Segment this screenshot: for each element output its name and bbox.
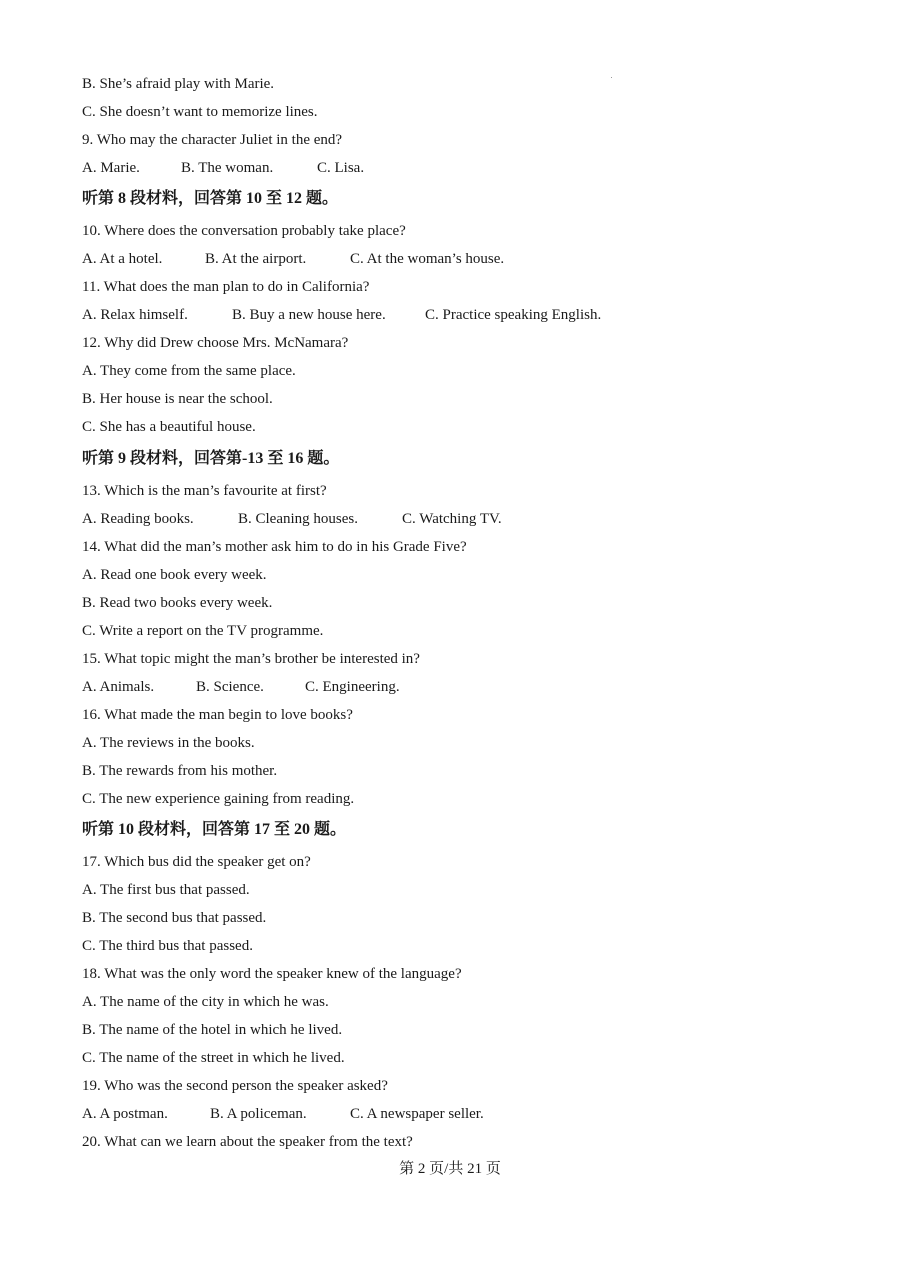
question-10: 10. Where does the conversation probably take place?	[82, 223, 406, 239]
question-17: 17. Which bus did the speaker get on?	[82, 854, 311, 870]
option-b: B. Buy a new house here.	[232, 307, 386, 323]
option-a: A. Relax himself.	[82, 307, 188, 323]
option-c: C. Watching TV.	[402, 511, 502, 527]
option-line: C. The name of the street in which he lived.	[82, 1050, 345, 1066]
option-a: A. Marie.	[82, 160, 140, 176]
section-heading-10: 听第 10 段材料，回答第 17 至 20 题。	[82, 821, 347, 838]
option-line: C. The new experience gaining from reading.	[82, 791, 355, 807]
option-a: A. At a hotel.	[82, 251, 163, 267]
option-c: C. A newspaper seller.	[350, 1106, 484, 1122]
option-line: A. The name of the city in which he was.	[82, 994, 329, 1010]
option-line: C. The third bus that passed.	[82, 938, 253, 954]
option-line: B. The second bus that passed.	[82, 910, 267, 926]
option-b: B. Science.	[196, 679, 264, 695]
option-a: A. A postman.	[82, 1106, 168, 1122]
question-20: 20. What can we learn about the speaker from the text?	[82, 1134, 413, 1150]
option-a: A. Reading books.	[82, 511, 194, 527]
option-line: C. She doesn’t want to memorize lines.	[82, 104, 318, 120]
option-line: B. Her house is near the school.	[82, 391, 273, 407]
question-13: 13. Which is the man’s favourite at first?	[82, 483, 327, 499]
option-b: B. A policeman.	[210, 1106, 307, 1122]
section-heading-8: 听第 8 段材料，回答第 10 至 12 题。	[82, 190, 339, 207]
option-c: C. Lisa.	[317, 160, 365, 176]
section-heading-9: 听第 9 段材料，回答第-13 至 16 题。	[82, 450, 340, 467]
option-line: A. Read one book every week.	[82, 567, 267, 583]
option-line: B. The name of the hotel in which he lived.	[82, 1022, 343, 1038]
page-number-footer: 第 2 页/共 21 页	[399, 1161, 501, 1177]
option-line: C. Write a report on the TV programme.	[82, 623, 324, 639]
option-line: A. The reviews in the books.	[82, 735, 255, 751]
question-15: 15. What topic might the man’s brother be interested in?	[82, 651, 420, 667]
option-b: B. Cleaning houses.	[238, 511, 358, 527]
option-b: B. The woman.	[181, 160, 274, 176]
question-9: 9. Who may the character Juliet in the end?	[82, 132, 343, 148]
option-c: C. Engineering.	[305, 679, 400, 695]
question-16: 16. What made the man begin to love books?	[82, 707, 353, 723]
option-line: B. Read two books every week.	[82, 595, 273, 611]
question-14: 14. What did the man’s mother ask him to do in his Grade Five?	[82, 539, 467, 555]
option-line: A. The first bus that passed.	[82, 882, 250, 898]
option-line: B. She’s afraid play with Marie.	[82, 76, 275, 92]
option-c: C. At the woman’s house.	[350, 251, 505, 267]
option-line: B. The rewards from his mother.	[82, 763, 278, 779]
option-b: B. At the airport.	[205, 251, 307, 267]
question-11: 11. What does the man plan to do in California?	[82, 279, 370, 295]
option-a: A. Animals.	[82, 679, 155, 695]
question-18: 18. What was the only word the speaker knew of the language?	[82, 966, 462, 982]
scan-speck	[611, 77, 612, 78]
option-c: C. Practice speaking English.	[425, 307, 602, 323]
question-19: 19. Who was the second person the speaker asked?	[82, 1078, 388, 1094]
question-12: 12. Why did Drew choose Mrs. McNamara?	[82, 335, 349, 351]
option-line: C. She has a beautiful house.	[82, 419, 256, 435]
option-line: A. They come from the same place.	[82, 363, 296, 379]
